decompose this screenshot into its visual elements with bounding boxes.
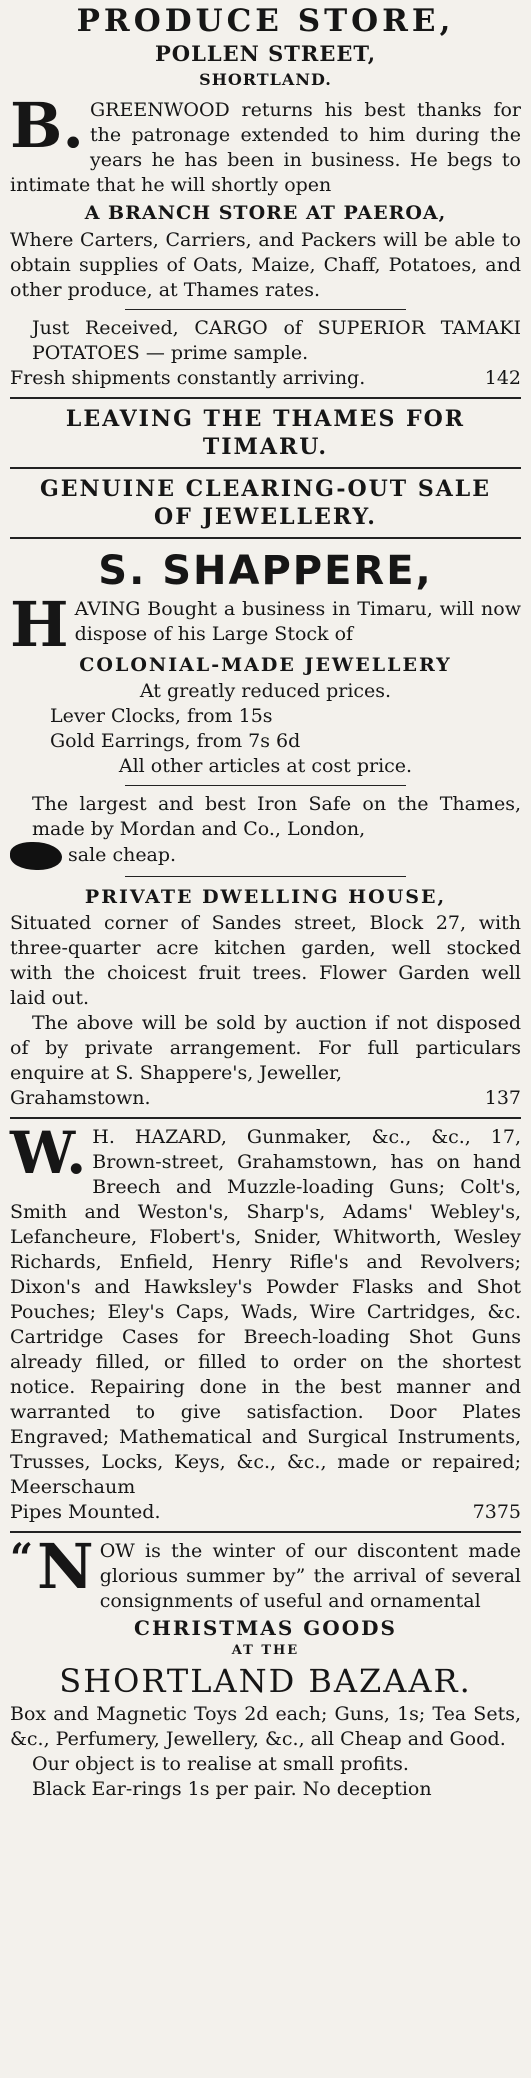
divider <box>10 1117 521 1119</box>
ad-street: POLLEN STREET, <box>154 41 377 66</box>
divider <box>10 537 521 539</box>
body-text: OW is the winter of our discontent made glorious summer by” the arrival of several consignments of useful and ornamental <box>99 1540 521 1612</box>
body-text: Box and Magnetic Toys 2d each; Guns, 1s; Tea Sets, &c., Perfumery, Jewellery, &c., all Cheap and Good. <box>10 1703 521 1750</box>
ad-footer <box>10 366 521 391</box>
bazaar-intro <box>10 1530 521 1614</box>
ad-footer <box>10 1500 521 1525</box>
body-text: Just Received, CARGO of SUPERIOR TAMAKI POTATOES — prime sample. <box>32 317 521 364</box>
hazard-body <box>10 1119 521 1500</box>
divider <box>125 785 406 786</box>
price-item: Lever Clocks, from 15s <box>50 705 273 727</box>
body-text: At greatly reduced prices. <box>139 680 392 702</box>
subheading: PRIVATE DWELLING HOUSE, <box>84 886 447 908</box>
heading-line: GENUINE CLEARING-OUT SALE <box>39 476 492 502</box>
safe-line <box>10 842 521 870</box>
shappere-intro <box>10 588 521 661</box>
subheading: A BRANCH STORE AT PAEROA, <box>84 202 447 224</box>
advertiser-name: S. SHAPPERE, <box>98 548 433 594</box>
ad-footer <box>10 1086 521 1111</box>
drop-cap: B. <box>10 89 84 162</box>
subheading: COLONIAL-MADE JEWELLERY <box>79 654 452 676</box>
drop-cap: H <box>10 588 69 661</box>
heading-line: OF JEWELLERY. <box>154 504 377 530</box>
ad-town: SHORTLAND. <box>199 70 332 89</box>
quote-mark: “ <box>10 1535 34 1582</box>
divider <box>125 876 406 877</box>
ad-number: 142 <box>484 367 521 389</box>
body-text: Where Carters, Carriers, and Packers will be able to obtain supplies of Oats, Maize, Chaff, Potatoes, and other produce, at Thames rates. <box>10 229 521 301</box>
body-text: Situated corner of Sandes street, Block 27, with three-quarter acre kitchen garden, well stocked with the choicest fruit trees. Flower Garden well laid out. <box>10 912 521 1009</box>
drop-cap: W. <box>10 1119 87 1187</box>
bazaar-name: SHORTLAND BAZAAR. <box>59 1662 472 1700</box>
drop-cap: N <box>37 1530 94 1603</box>
newspaper-column <box>0 2 531 2078</box>
clearing-sale-notice <box>10 475 521 531</box>
divider <box>10 467 521 469</box>
body-text: The largest and best Iron Safe on the Thames, made by Mordan and Co., London, <box>32 793 521 840</box>
body-text: The above will be sold by auction if not disposed of by private arrangement. For full particulars enquire at S. Shappere's, Jeweller, <box>10 1012 521 1084</box>
hazard-ad <box>10 1119 521 1525</box>
body-text: Fresh shipments constantly arriving. <box>10 367 366 389</box>
body-text: H. HAZARD, Gunmaker, &c., &c., 17, Brown-street, Grahamstown, has on hand Breech and Muzzle-loading Guns; Colt's, Smith and Weston's, Sharp's, Adams' Webley's, Lefancheure, Flobert's, Snider, Whitworth, Wesley Richards, Enfield, Henry Rifle's and Revolvers; Dixon's and Hawksley's Powder Flasks and Shot Pouches; Eley's Caps, Wads, Wire Cartridges, &c. Cartridge Cases for Breech-loading Shot Guns already filled, or filled to order on the shortest notice. Repairing done in the best manner and warranted to give satisfaction. Door Plates Engraved; Mathematical and Surgical Instruments, Trusses, Locks, Keys, &c., &c., made or repaired; Meerschaum <box>10 1126 521 1498</box>
body-text: sale cheap. <box>68 844 177 866</box>
body-text: Grahamstown. <box>10 1087 151 1109</box>
body-text: AVING Bought a business in Timaru, will now dispose of his Large Stock of <box>74 598 521 645</box>
bazaar-ad <box>10 1530 521 1802</box>
divider <box>125 309 406 310</box>
heading-line: TIMARU. <box>202 434 329 460</box>
shappere-ad <box>10 545 521 1111</box>
produce-store-body <box>10 89 521 198</box>
produce-store-ad <box>10 2 521 391</box>
body-text: Pipes Mounted. <box>10 1501 161 1523</box>
price-item: Gold Earrings, from 7s 6d <box>50 730 301 752</box>
heading-line: LEAVING THE THAMES FOR <box>65 406 466 432</box>
ad-title: PRODUCE STORE, <box>76 3 455 39</box>
ink-blot <box>10 842 62 870</box>
ad-number: 137 <box>484 1087 521 1109</box>
body-text: All other articles at cost price. <box>118 755 413 777</box>
divider <box>10 397 521 399</box>
subheading: CHRISTMAS GOODS <box>134 1616 397 1640</box>
leaving-notice <box>10 405 521 461</box>
ad-number: 7375 <box>472 1501 521 1523</box>
body-text: GREENWOOD returns his best thanks for the patronage extended to him during the years he has been in business. He begs to intimate that he will shortly open <box>10 99 521 196</box>
small-caption: AT THE <box>231 1643 300 1658</box>
body-text: Black Ear-rings 1s per pair. No deception <box>32 1778 432 1800</box>
body-text: Our object is to realise at small profits. <box>32 1753 409 1775</box>
